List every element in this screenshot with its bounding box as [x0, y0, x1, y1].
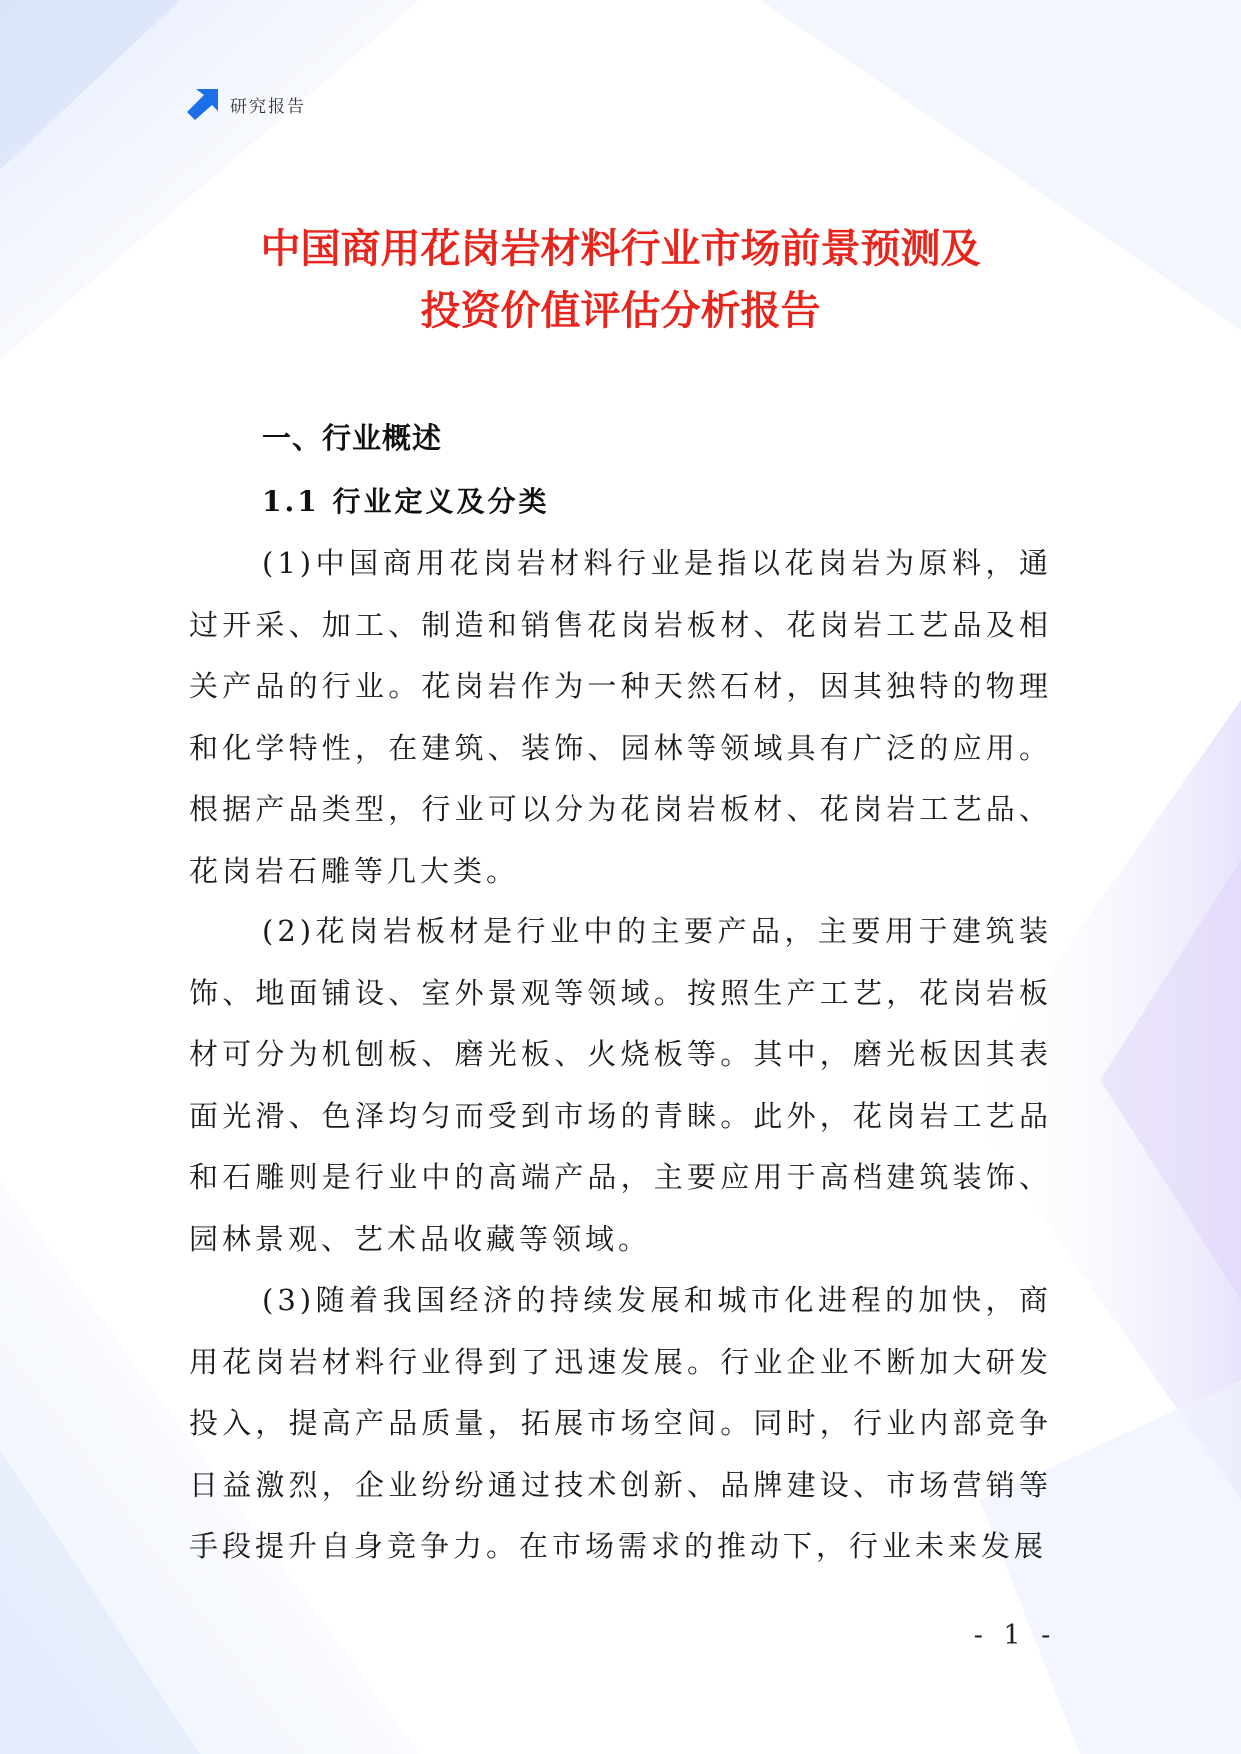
- section-heading: 一、行业概述: [262, 421, 443, 455]
- header-label: 研究报告: [230, 96, 306, 117]
- paragraph-1: (1)中国商用花岗岩材料行业是指以花岗岩为原料，通过开采、加工、制造和销售花岗岩板材、花岗岩工艺品及相关产品的行业。花岗岩作为一种天然石材，因其独特的物理和化学特性，在建筑、装饰、园林等领域具有广泛的应用。根据产品类型，行业可以分为花岗岩板材、花岗岩工艺品、花岗岩石雕等几大类。: [189, 546, 1052, 888]
- report-title-line-1: 中国商用花岗岩材料行业市场前景预测及: [260, 226, 981, 272]
- arrow-up-right-icon: [186, 87, 220, 121]
- paragraph-2: (2)花岗岩板材是行业中的主要产品，主要用于建筑装饰、地面铺设、室外景观等领域。按照生产工艺，花岗岩板材可分为机刨板、磨光板、火烧板等。其中，磨光板因其表面光滑、色泽均匀而受到市场的青睐。此外，花岗岩工艺品和石雕则是行业中的高端产品，主要应用于高档建筑装饰、园林景观、艺术品收藏等领域。: [189, 914, 1052, 1256]
- paragraph-3: (3)随着我国经济的持续发展和城市化进程的加快，商用花岗岩材料行业得到了迅速发展。行业企业不断加大研发投入，提高产品质量，拓展市场空间。同时，行业内部竞争日益激烈，企业纷纷通过技术创新、品牌建设、市场营销等手段提升自身竞争力。在市场需求的推动下，行业未来发展: [189, 1283, 1052, 1563]
- report-header: [186, 86, 306, 122]
- page-number: - 1 -: [973, 1620, 1057, 1651]
- report-title-line-2: 投资价值评估分析报告: [420, 288, 821, 334]
- subsection-heading: 1.1 行业定义及分类: [262, 485, 550, 518]
